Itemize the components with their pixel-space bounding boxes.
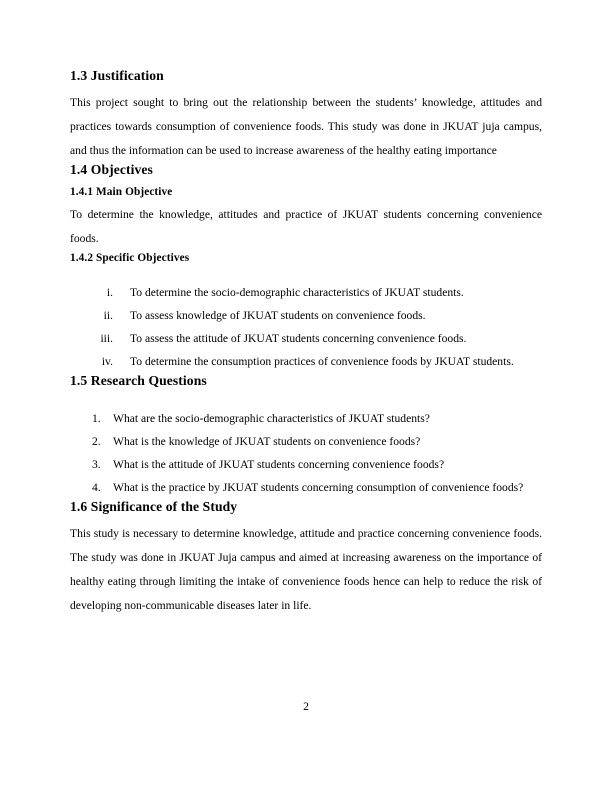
- list-item: [70, 350, 542, 373]
- heading-justification: 1.3 Justification: [70, 68, 164, 83]
- heading-specific-objectives: 1.4.2 Specific Objectives: [70, 252, 190, 265]
- list-item: [70, 407, 542, 430]
- specific-objectives-list: [70, 281, 542, 373]
- list-marker: 1.: [92, 412, 101, 426]
- paragraph-justification: This project sought to bring out the relationship between the students’ knowledge, attitudes and practices towards consumption of convenience foods. This study was done in JKUAT juja campus, and thus the information can be used to increase awareness of the healthy eating importance: [70, 95, 542, 157]
- list-item: [70, 327, 542, 350]
- list-item-text: What is the attitude of JKUAT students concerning convenience foods?: [113, 458, 445, 472]
- page-content: [70, 68, 542, 617]
- list-marker: i.: [106, 286, 113, 300]
- list-marker: iv.: [101, 355, 113, 369]
- list-marker: iii.: [100, 332, 113, 346]
- heading-objectives: 1.4 Objectives: [70, 162, 153, 178]
- list-item-text: To determine the consumption practices of convenience foods by JKUAT students.: [130, 355, 514, 369]
- paragraph-main-objective: To determine the knowledge, attitudes and practice of JKUAT students concerning convenience foods.: [70, 208, 542, 246]
- list-item: [70, 476, 542, 499]
- list-item-text: What is the knowledge of JKUAT students on convenience foods?: [113, 435, 421, 449]
- list-marker: 4.: [92, 481, 101, 495]
- list-item-text: To assess the attitude of JKUAT students concerning convenience foods.: [130, 332, 467, 346]
- list-item: [70, 281, 542, 304]
- heading-significance: 1.6 Significance of the Study: [70, 499, 238, 515]
- list-item: [70, 453, 542, 476]
- list-item: [70, 430, 542, 453]
- list-item-text: What is the practice by JKUAT students concerning consumption of convenience foods?: [113, 481, 524, 495]
- list-marker: 2.: [92, 435, 101, 449]
- list-item-text: What are the socio-demographic characteristics of JKUAT students?: [113, 412, 430, 426]
- heading-research-questions: 1.5 Research Questions: [70, 373, 207, 389]
- paragraph-significance: This study is necessary to determine knowledge, attitude and practice concerning convenience foods. The study was done in JKUAT Juja campus and aimed at increasing awareness on the importance of healthy eating through limiting the intake of convenience foods hence can help to reduce the risk of developing non-communicable diseases later in life.: [70, 527, 542, 612]
- list-item: [70, 304, 542, 327]
- list-item-text: To assess knowledge of JKUAT students on convenience foods.: [130, 309, 426, 323]
- research-questions-list: [70, 407, 542, 499]
- heading-main-objective: 1.4.1 Main Objective: [70, 186, 173, 199]
- list-marker: ii.: [103, 309, 113, 323]
- list-marker: 3.: [92, 458, 101, 472]
- list-item-text: To determine the socio-demographic characteristics of JKUAT students.: [130, 286, 464, 300]
- page-number: 2: [303, 700, 309, 713]
